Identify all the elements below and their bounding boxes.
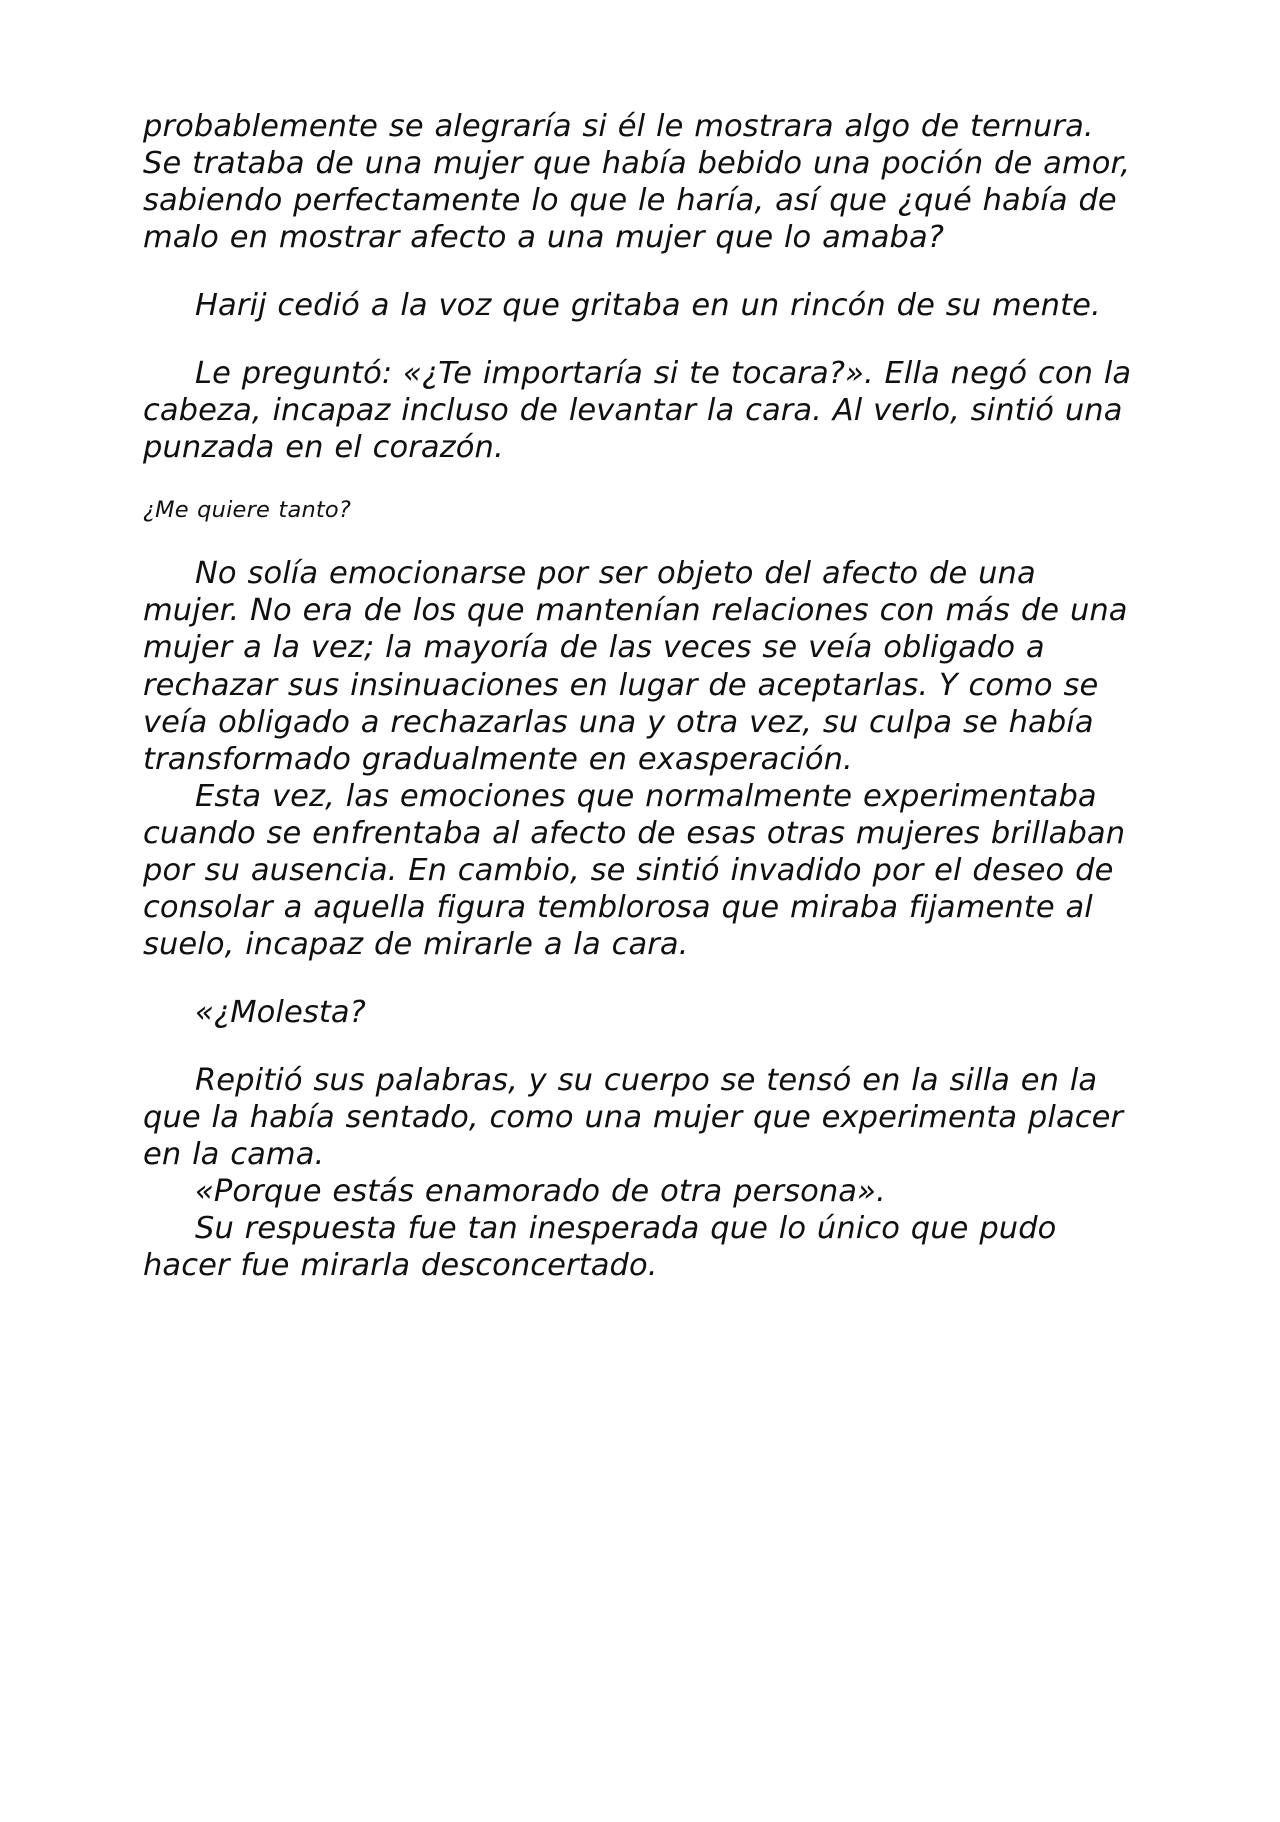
paragraph-spacer xyxy=(143,524,1140,555)
paragraph-spacer xyxy=(143,1031,1140,1062)
paragraph: Harij cedió a la voz que gritaba en un rincón de su mente. xyxy=(195,288,1101,324)
paragraph: «¿Molesta? xyxy=(195,994,366,1030)
paragraph: Le preguntó: «¿Te importaría si te tocara?». Ella negó con la cabeza, incapaz incluso de levantar la cara. Al verlo, sintió una punzada en el corazón. xyxy=(143,356,1132,466)
paragraph-spacer xyxy=(143,256,1140,287)
paragraph: «Porque estás enamorado de otra persona». xyxy=(195,1174,886,1210)
paragraph: Esta vez, las emociones que normalmente experimentaba cuando se enfrentaba al afecto de esas otras mujeres brillaban por su ausencia. En cambio, se sintió invadido por el deseo de consolar a aquella figura temblorosa que miraba fijamente al suelo, incapaz de mirarle a la cara. xyxy=(143,778,1126,962)
page-body xyxy=(143,108,1140,1284)
inner-thought-line: ¿Me quiere tanto? xyxy=(143,497,352,524)
paragraph-spacer xyxy=(143,466,1140,497)
paragraph-spacer xyxy=(143,324,1140,355)
paragraph: probablemente se alegraría si él le mostrara algo de ternura. Se trataba de una mujer que había bebido una poción de amor, sabiendo perfectamente lo que le haría, así que ¿qué había de malo en mostrar afecto a una mujer que lo amaba? xyxy=(143,109,1131,256)
paragraph: No solía emocionarse por ser objeto del afecto de una mujer. No era de los que mantenían relaciones con más de una mujer a la vez; la mayoría de las veces se veía obligado a rechazar sus insinuaciones en lugar de aceptarlas. Y como se veía obligado a rechazarlas una y otra vez, su culpa se había transformado gradualmente en exasperación. xyxy=(143,556,1128,777)
paragraph: Su respuesta fue tan inesperada que lo único que pudo hacer fue mirarla desconcertado. xyxy=(143,1211,1057,1284)
paragraph: Repitió sus palabras, y su cuerpo se tensó en la silla en la que la había sentado, como una mujer que experimenta placer en la cama. xyxy=(143,1062,1124,1173)
paragraph-spacer xyxy=(143,963,1140,994)
